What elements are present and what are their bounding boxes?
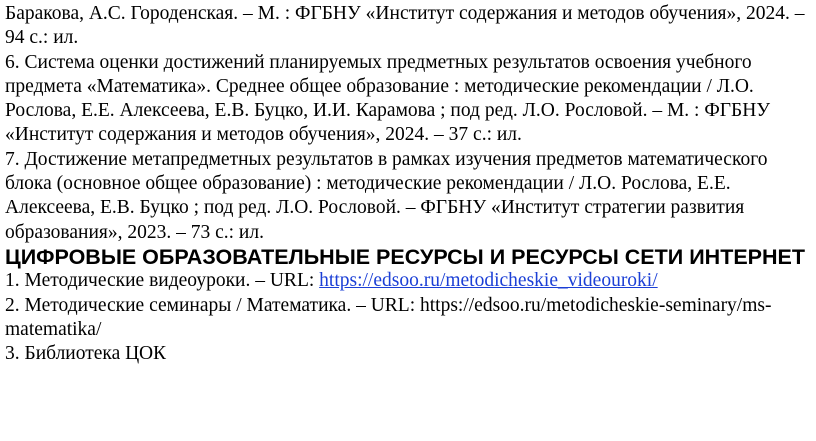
resource-item-2: 2. Методические семинары / Математика. – URL: https://edsoo.ru/metodicheskie-seminary/ms-matematika/ [5, 294, 772, 341]
reference-item-6: 6. Система оценки достижений планируемых предметных результатов освоения учебного предмета «Математика». Среднее общее образование : методические рекомендации / Л.О. Рослова, Е.Е. Алексеева, Е.В. Буцко, И.И. Карамова ; под ред. Л.О. Рословой. – М. : ФГБНУ «Институт содержания и методов обучения», 2024. – 37 с.: ил. [5, 51, 771, 146]
reference-item-7: 7. Достижение метапредметных результатов в рамках изучения предметов математического блока (основное общее образование) : методические рекомендации / Л.О. Рослова, Е.Е. Алексеева, Е.В. Буцко ; под ред. Л.О. Рословой. – ФГБНУ «Институт стратегии развития образования», 2023. – 73 с.: ил. [5, 148, 768, 243]
videouroki-link[interactable]: https://edsoo.ru/metodicheskie_videouroki/ [319, 270, 658, 292]
document-page [5, 2, 811, 367]
resource-item-3: 3. Библиотека ЦОК [5, 343, 167, 365]
resource-item-1 [5, 269, 811, 293]
resource-item-1-label: 1. Методические видеоуроки. – URL: [5, 270, 320, 292]
section-heading: ЦИФРОВЫЕ ОБРАЗОВАТЕЛЬНЫЕ РЕСУРСЫ И РЕСУРСЫ СЕТИ ИНТЕРНЕТ [5, 244, 806, 269]
reference-item-5-continued: Баракова, А.С. Городенская. – М. : ФГБНУ «Институт содержания и методов обучения», 2024. – 94 с.: ил. [5, 3, 805, 49]
